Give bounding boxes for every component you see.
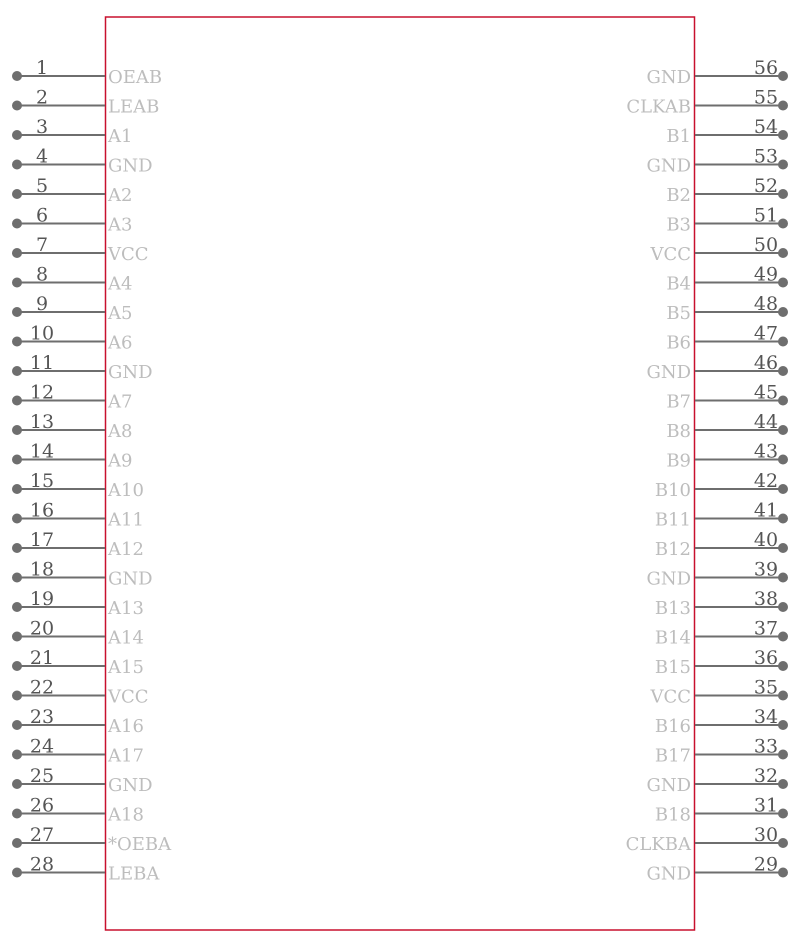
pin-31 [655,795,788,826]
pin-number: 38 [753,588,779,610]
pin-number: 21 [29,647,55,669]
pin-terminal-dot [778,278,788,288]
pin-number: 19 [29,588,55,610]
pin-4 [12,146,153,177]
pin-number: 35 [753,676,779,699]
pin-number: 44 [753,411,779,433]
pin-46 [646,352,788,383]
pin-43 [666,441,788,472]
pin-number: 28 [29,853,55,876]
pin-label: B8 [666,421,691,442]
pin-10 [12,323,132,354]
pin-number: 26 [29,794,55,817]
pin-22 [12,677,149,708]
pin-terminal-dot [778,160,788,170]
pin-number: 50 [753,234,779,256]
pin-number: 53 [753,145,779,168]
left-pin-column [12,57,172,885]
pin-number: 2 [35,86,49,109]
pin-terminal-dot [778,779,788,789]
pin-label: VCC [650,244,691,265]
pin-label: A5 [108,303,133,324]
pin-terminal-dot [12,750,22,760]
pin-terminal-dot [778,750,788,760]
pin-terminal-dot [778,602,788,612]
pin-terminal-dot [778,337,788,347]
pin-5 [12,175,132,206]
pin-terminal-dot [12,130,22,140]
pin-label: A7 [108,391,133,413]
pin-45 [666,382,788,413]
pin-terminal-dot [12,661,22,671]
pin-number: 30 [753,824,779,846]
pin-15 [12,470,144,501]
pin-label: B12 [654,539,691,560]
pin-terminal-dot [778,573,788,583]
pin-37 [655,618,788,649]
pin-2 [12,87,159,118]
pin-number: 11 [29,352,55,374]
pin-44 [666,411,788,442]
pin-label: LEAB [108,96,160,118]
pin-label: GND [108,568,153,590]
pin-terminal-dot [12,366,22,376]
pin-terminal-dot [12,278,22,288]
pin-terminal-dot [778,71,788,81]
pin-terminal-dot [778,455,788,465]
pin-label: A14 [108,627,144,649]
pin-terminal-dot [778,720,788,730]
pin-label: B14 [654,627,691,649]
pin-47 [666,323,788,354]
pin-label: GND [108,775,153,796]
pin-21 [12,647,144,678]
pin-terminal-dot [12,219,22,229]
pin-number: 47 [753,322,779,345]
pin-label: B11 [654,509,691,531]
pin-terminal-dot [12,337,22,347]
pin-terminal-dot [12,691,22,701]
pin-label: GND [646,568,691,590]
pin-label: GND [646,362,691,383]
pin-40 [655,529,788,560]
pin-number: 34 [753,706,779,728]
pin-24 [12,736,144,767]
pin-number: 1 [35,57,49,79]
pin-terminal-dot [12,514,22,524]
pin-number: 3 [35,116,49,138]
pin-terminal-dot [12,396,22,406]
pin-number: 46 [753,352,779,374]
pin-27 [12,824,172,855]
pin-terminal-dot [12,455,22,465]
pin-23 [12,706,144,737]
pin-terminal-dot [12,484,22,494]
pin-label: A9 [108,450,133,472]
pin-55 [626,87,788,118]
pin-number: 4 [35,145,49,168]
pin-42 [655,470,788,501]
pin-16 [12,500,144,531]
pin-label: A4 [108,273,133,295]
pin-terminal-dot [12,720,22,730]
pin-terminal-dot [778,307,788,317]
pin-number: 6 [35,204,49,227]
pin-label: GND [646,155,691,177]
pin-1 [12,57,162,88]
pin-terminal-dot [12,632,22,642]
pin-terminal-dot [778,543,788,553]
pin-terminal-dot [778,219,788,229]
pin-number: 15 [29,470,55,492]
pin-number: 14 [29,440,55,463]
pin-terminal-dot [778,514,788,524]
pin-terminal-dot [778,425,788,435]
pin-number: 37 [753,617,779,640]
pin-label: GND [108,362,153,383]
pin-label: B13 [654,598,691,619]
pin-33 [655,736,788,767]
pin-label: B5 [666,303,691,324]
pin-terminal-dot [12,573,22,583]
pin-35 [649,677,788,708]
pin-number: 54 [753,116,779,138]
pin-terminal-dot [778,838,788,848]
pin-number: 56 [753,57,779,79]
pin-label: *OEBA [108,834,172,855]
pin-number: 5 [35,175,49,197]
pin-label: A16 [108,716,144,737]
pin-number: 16 [29,499,55,522]
pin-number: 49 [753,263,779,286]
ic-body-outline [106,17,695,930]
pin-34 [655,706,788,737]
pin-terminal-dot [12,809,22,819]
pin-12 [12,382,132,413]
pin-25 [12,765,153,796]
pin-number: 43 [753,440,779,463]
pin-53 [646,146,788,177]
pin-38 [655,588,788,619]
pin-label: GND [646,775,691,796]
pin-label: B4 [666,273,691,295]
pin-terminal-dot [12,602,22,612]
pin-number: 51 [753,204,779,227]
pin-number: 39 [753,558,779,581]
pin-label: A2 [108,185,133,206]
pin-label: CLKBA [625,834,691,855]
pin-label: OEAB [108,67,163,88]
pin-number: 27 [29,824,55,846]
pin-48 [666,293,788,324]
pin-terminal-dot [12,838,22,848]
pin-number: 52 [753,175,779,197]
pin-number: 7 [35,234,49,256]
pin-number: 17 [29,529,55,551]
pin-32 [646,765,788,796]
pin-label: A10 [108,480,144,501]
right-pin-column [626,57,788,885]
pin-number: 8 [35,263,49,286]
pin-29 [646,854,788,885]
pin-terminal-dot [778,632,788,642]
pin-label: A17 [108,745,144,767]
pin-6 [12,205,132,236]
pin-terminal-dot [778,101,788,111]
pin-label: B10 [654,480,691,501]
pin-terminal-dot [778,484,788,494]
pin-label: VCC [108,244,149,265]
pin-terminal-dot [778,366,788,376]
pin-terminal-dot [778,396,788,406]
pin-label: A13 [108,598,144,619]
pin-number: 24 [29,735,55,758]
pin-terminal-dot [778,189,788,199]
pin-label: B9 [666,450,691,472]
pin-label: B16 [654,716,691,737]
pin-label: A3 [108,214,133,236]
pin-label: B1 [666,126,691,147]
pin-label: B6 [666,332,691,354]
pin-number: 48 [753,293,779,315]
pin-label: LEBA [108,863,160,885]
pin-number: 29 [753,853,779,876]
pin-label: CLKAB [626,96,691,118]
pin-terminal-dot [12,779,22,789]
pin-52 [666,175,788,206]
pin-label: B17 [654,745,691,767]
pin-label: A8 [108,421,133,442]
pin-26 [12,795,144,826]
pin-terminal-dot [778,691,788,701]
pin-17 [12,529,144,560]
pin-11 [12,352,153,383]
pin-terminal-dot [12,543,22,553]
pin-7 [12,234,149,265]
pin-number: 45 [753,381,779,404]
pin-label: A15 [108,657,144,678]
pin-number: 41 [753,499,779,522]
pin-54 [666,116,788,147]
pin-number: 32 [753,765,779,787]
pin-number: 9 [35,293,49,315]
pin-label: A18 [108,804,144,826]
pin-49 [666,264,788,295]
pin-terminal-dot [778,130,788,140]
pin-label: A11 [108,509,144,531]
pin-terminal-dot [12,101,22,111]
pin-label: A12 [108,539,144,560]
pin-label: B2 [666,185,691,206]
pin-terminal-dot [12,425,22,435]
pin-terminal-dot [12,307,22,317]
pin-terminal-dot [12,160,22,170]
pin-terminal-dot [12,868,22,878]
pin-number: 36 [753,647,779,669]
pin-terminal-dot [12,248,22,258]
pin-number: 31 [753,794,779,817]
pin-13 [12,411,132,442]
pin-terminal-dot [12,189,22,199]
pin-label: B18 [654,804,691,826]
pin-8 [12,264,132,295]
pin-number: 12 [29,381,55,404]
pin-number: 55 [753,86,779,109]
pin-number: 22 [29,676,55,699]
pin-terminal-dot [778,248,788,258]
pin-label: VCC [650,686,691,708]
pin-label: GND [646,863,691,885]
pin-label: B15 [654,657,691,678]
pin-number: 23 [29,706,55,728]
pin-19 [12,588,144,619]
pin-30 [626,824,788,855]
pin-label: VCC [108,686,149,708]
pin-number: 10 [29,322,55,345]
pin-number: 20 [29,617,55,640]
pin-number: 18 [29,558,55,581]
pin-56 [646,57,788,88]
pin-label: A6 [108,332,133,354]
pin-label: GND [646,67,691,88]
pin-28 [12,854,160,885]
pin-9 [12,293,132,324]
pin-3 [12,116,132,147]
pin-50 [649,234,788,265]
pin-terminal-dot [778,661,788,671]
pin-number: 42 [753,470,779,492]
pin-41 [655,500,788,531]
pin-terminal-dot [778,868,788,878]
pin-18 [12,559,153,590]
pin-label: B7 [666,391,691,413]
pin-number: 13 [29,411,55,433]
pin-51 [666,205,788,236]
pin-terminal-dot [12,71,22,81]
pin-36 [655,647,788,678]
pin-number: 25 [29,765,55,787]
pin-20 [12,618,144,649]
pin-number: 33 [753,735,779,758]
pin-39 [646,559,788,590]
pin-label: A1 [108,126,133,147]
pin-label: GND [108,155,153,177]
pin-14 [12,441,132,472]
pin-terminal-dot [778,809,788,819]
pin-number: 40 [753,529,779,551]
pin-label: B3 [666,214,691,236]
